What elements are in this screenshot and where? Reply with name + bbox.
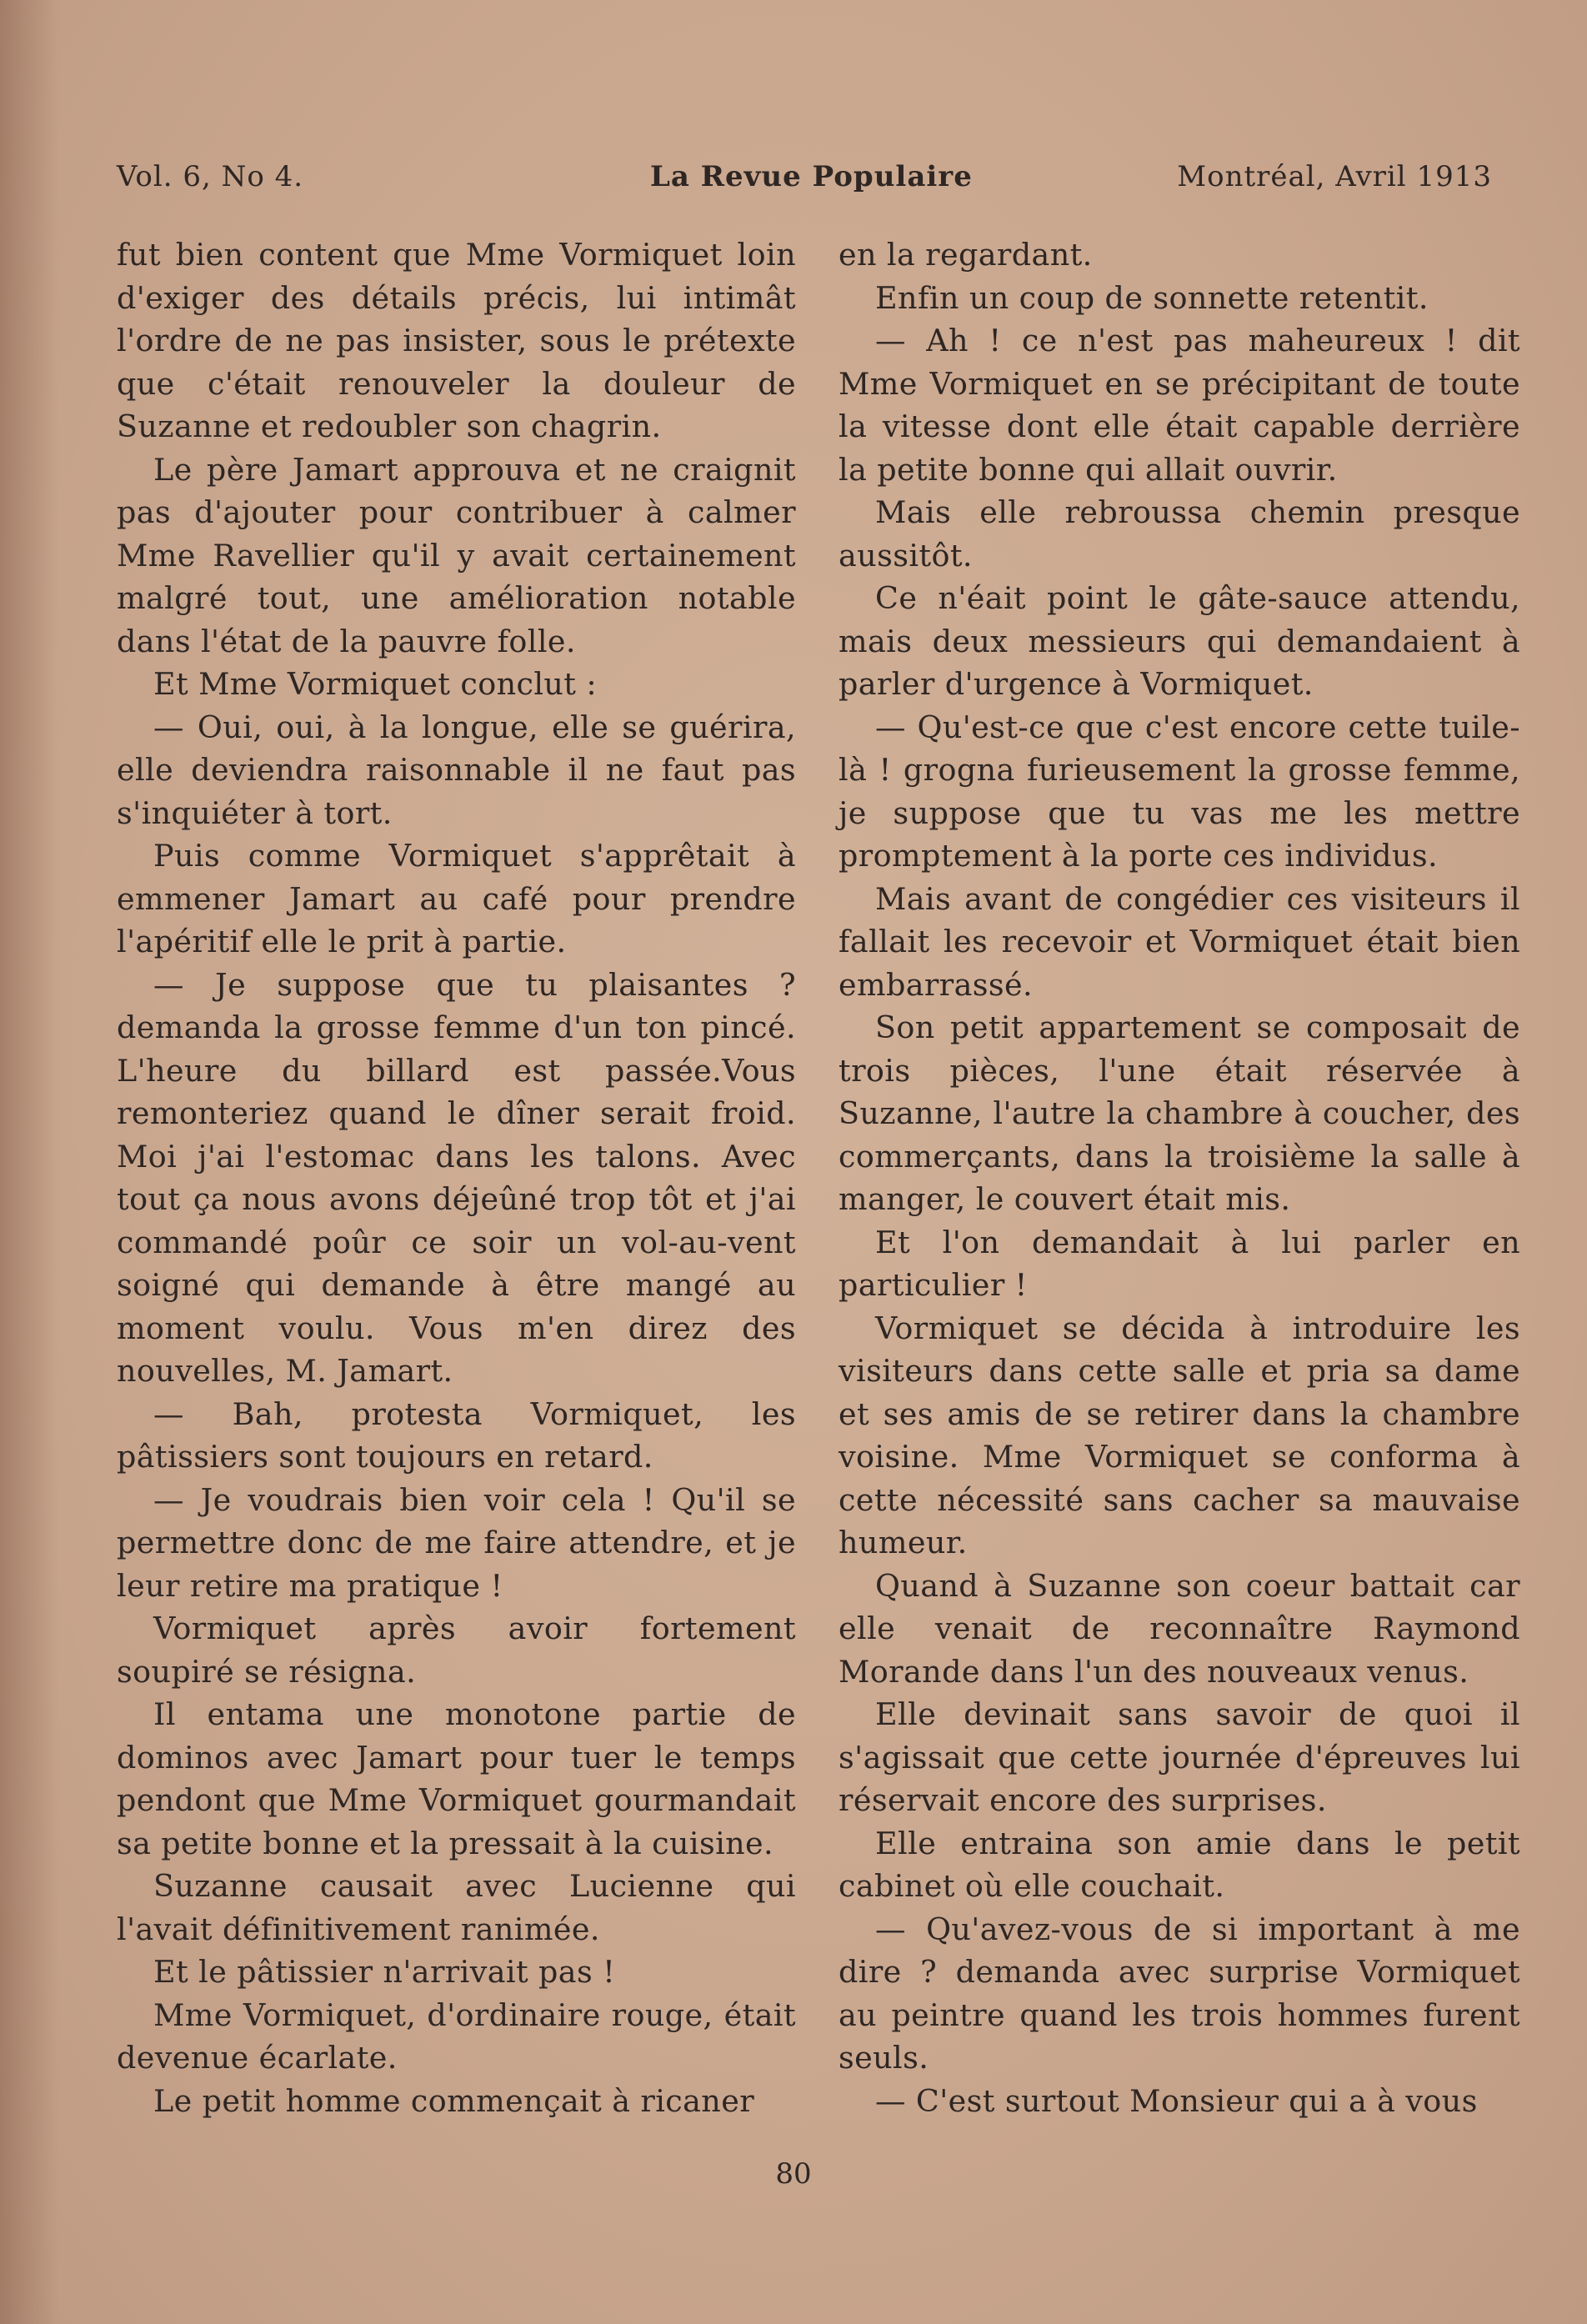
paragraph: Et l'on demandait à lui parler en particulier !	[839, 1224, 1520, 1303]
paragraph: Et le pâtissier n'arrivait pas !	[153, 1954, 616, 1990]
header-date: Montréal, Avril 1913	[1177, 160, 1492, 193]
header-volume: Vol. 6, No 4.	[117, 160, 304, 193]
paragraph: Mais elle rebroussa chemin presque aussitôt.	[839, 494, 1520, 573]
paragraph: — Qu'est-ce que c'est encore cette tuile-là ! grogna furieusement la grosse femme, je suppose que tu vas me les mettre promptement à la porte ces individus.	[839, 709, 1520, 874]
paragraph: Il entama une monotone partie de dominos avec Jamart pour tuer le temps pendont que Mme Vormiquet gourmandait sa petite bonne et la pressait à la cuisine.	[117, 1696, 796, 1861]
paragraph: Son petit appartement se composait de trois pièces, l'une était réservée à Suzanne, l'autre la chambre à coucher, des commerçants, dans la troisième la salle à manger, le couvert était mis.	[839, 1009, 1520, 1217]
paragraph: — Je voudrais bien voir cela ! Qu'il se permettre donc de me faire attendre, et je leur retire ma pratique !	[117, 1481, 796, 1604]
paragraph: Et Mme Vormiquet conclut :	[153, 666, 598, 702]
paragraph: — Oui, oui, à la longue, elle se guérira, elle deviendra raisonnable il ne faut pas s'inquiéter à tort.	[117, 709, 796, 831]
paragraph: en la regardant.	[839, 237, 1093, 273]
paragraph: Le petit homme commençait à ricaner	[153, 2082, 755, 2119]
paragraph: Puis comme Vormiquet s'apprêtait à emmener Jamart au café pour prendre l'apéritif elle le prit à partie.	[117, 838, 796, 959]
paragraph: — Qu'avez-vous de si important à me dire ? demanda avec surprise Vormiquet au peintre quand les trois hommes furent seuls.	[839, 1911, 1520, 2076]
paragraph: Le père Jamart approuva et ne craignit pas d'ajouter pour contribuer à calmer Mme Ravellier qu'il y avait certainement malgré tout, une amélioration notable dans l'état de la pauvre folle.	[117, 451, 796, 659]
paragraph: Mais avant de congédier ces visiteurs il fallait les recevoir et Vormiquet était bien embarrassé.	[839, 880, 1520, 1003]
paragraph: Elle devinait sans savoir de quoi il s'agissait que cette journée d'épreuves lui réservait encore des surprises.	[839, 1696, 1520, 1818]
paragraph: Suzanne causait avec Lucienne qui l'avait définitivement ranimée.	[117, 1868, 796, 1947]
paragraph: Vormiquet après avoir fortement soupiré se résigna.	[117, 1610, 796, 1690]
paragraph: — Ah ! ce n'est pas maheureux ! dit Mme Vormiquet en se précipitant de toute la vitesse dont elle était capable derrière la petite bonne qui allait ouvrir.	[839, 323, 1520, 488]
paragraph: Vormiquet se décida à introduire les visiteurs dans cette salle et pria sa dame et ses amis de se retirer dans la chambre voisine. Mme Vormiquet se conforma à cette nécessité sans cacher sa mauvaise humeur.	[839, 1310, 1520, 1560]
paragraph: fut bien content que Mme Vormiquet loin d'exiger des détails précis, lui intimât l'ordre de ne pas insister, sous le prétexte que c'était renouveler la douleur de Suzanne et redoubler son chagrin.	[117, 237, 796, 444]
paragraph: Enfin un coup de sonnette retentit.	[875, 279, 1429, 316]
page-number: 80	[775, 2157, 812, 2191]
paragraph: — Je suppose que tu plaisantes ? demanda la grosse femme d'un ton pincé. L'heure du billard est passée.Vous remonteriez quand le dîner serait froid. Moi j'ai l'estomac dans les talons. Avec tout ça nous avons déjeûné trop tôt et j'ai commandé poûr ce soir un vol-au-vent soigné qui demande à être mangé au moment voulu. Vous m'en direz des nouvelles, M. Jamart.	[117, 966, 796, 1389]
page-edge-shadow	[0, 0, 58, 2324]
paragraph: — Bah, protesta Vormiquet, les pâtissiers sont toujours en retard.	[117, 1395, 796, 1475]
paragraph: Quand à Suzanne son coeur battait car elle venait de reconnaître Raymond Morande dans l'un des nouveaux venus.	[839, 1567, 1520, 1690]
paragraph: Mme Vormiquet, d'ordinaire rouge, était devenue écarlate.	[117, 1996, 796, 2076]
running-header	[117, 160, 1492, 202]
left-text-column	[117, 233, 796, 2122]
header-journal-title: La Revue Populaire	[650, 160, 973, 193]
paragraph: Ce n'éait point le gâte-sauce attendu, mais deux messieurs qui demandaient à parler d'urgence à Vormiquet.	[839, 580, 1520, 702]
paragraph: Elle entraina son amie dans le petit cabinet où elle couchait.	[839, 1825, 1520, 1904]
right-text-column	[839, 233, 1520, 2122]
paragraph: — C'est surtout Monsieur qui a à vous	[875, 2082, 1478, 2119]
